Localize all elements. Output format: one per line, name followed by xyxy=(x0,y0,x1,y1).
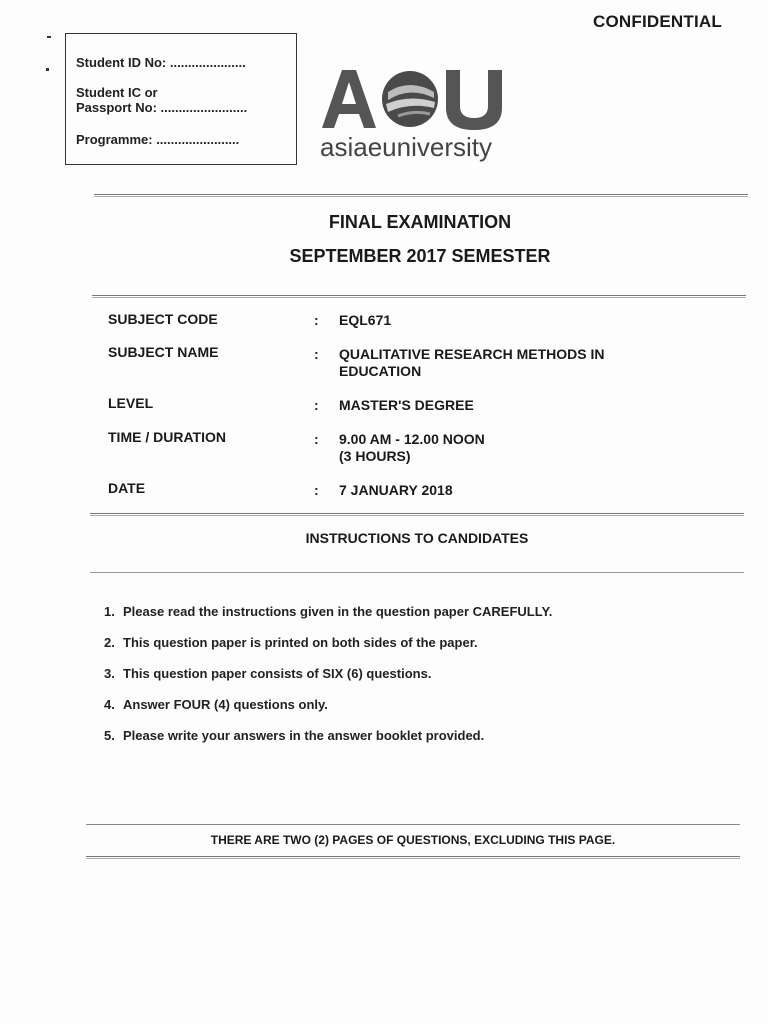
instruction-number: 4. xyxy=(104,697,115,712)
divider xyxy=(90,572,744,573)
instruction-number: 5. xyxy=(104,728,115,743)
level-value: MASTER'S DEGREE xyxy=(339,397,474,413)
student-id-box xyxy=(65,33,297,165)
divider xyxy=(90,513,744,516)
date-value: 7 JANUARY 2018 xyxy=(339,482,453,498)
instruction-item xyxy=(104,666,431,681)
instruction-text: Please write your answers in the answer booklet provided. xyxy=(123,728,485,743)
divider xyxy=(86,856,740,859)
instruction-text: This question paper is printed on both sides of the paper. xyxy=(123,635,478,650)
divider xyxy=(92,295,746,298)
divider xyxy=(94,194,748,197)
subject-name-value-line2: EDUCATION xyxy=(339,363,422,379)
instruction-item xyxy=(104,604,552,619)
time-duration-value-line2: (3 HOURS) xyxy=(339,448,411,464)
level-colon: : xyxy=(314,397,319,413)
time-duration-value-line1: 9.00 AM - 12.00 NOON xyxy=(339,431,485,447)
instruction-text: Answer FOUR (4) questions only. xyxy=(123,697,328,712)
instruction-number: 3. xyxy=(104,666,115,681)
time-duration-colon: : xyxy=(314,431,319,447)
programme-field: Programme: ....................... xyxy=(76,132,240,147)
time-duration-label: TIME / DURATION xyxy=(108,429,226,445)
instruction-number: 1. xyxy=(104,604,115,619)
confidential-label: CONFIDENTIAL xyxy=(593,12,722,31)
instructions-heading: INSTRUCTIONS TO CANDIDATES xyxy=(305,530,529,546)
subject-name-label: SUBJECT NAME xyxy=(108,344,219,360)
instruction-text: Please read the instructions given in the question paper CAREFULLY. xyxy=(123,604,553,619)
subject-code-value: EQL671 xyxy=(339,312,392,328)
instruction-item xyxy=(104,635,478,650)
exam-semester: SEPTEMBER 2017 SEMESTER xyxy=(289,246,551,266)
subject-name-colon: : xyxy=(314,346,319,362)
subject-code-colon: : xyxy=(314,312,319,328)
student-id-field: Student ID No: ..................... xyxy=(76,55,246,70)
instruction-item xyxy=(104,728,484,743)
level-label: LEVEL xyxy=(108,395,154,411)
date-label: DATE xyxy=(108,480,146,496)
passport-field: Passport No: ........................ xyxy=(76,100,248,115)
university-logo xyxy=(318,64,518,164)
instruction-item xyxy=(104,697,328,712)
subject-name-value-line1: QUALITATIVE RESEARCH METHODS IN xyxy=(339,346,605,362)
pages-note: THERE ARE TWO (2) PAGES OF QUESTIONS, EXCLUDING THIS PAGE. xyxy=(210,833,616,847)
divider xyxy=(86,824,740,825)
student-ic-label: Student IC or xyxy=(76,85,158,100)
subject-code-label: SUBJECT CODE xyxy=(108,311,218,327)
margin-mark xyxy=(47,36,51,38)
instruction-text: This question paper consists of SIX (6) questions. xyxy=(123,666,432,681)
margin-mark xyxy=(46,68,49,71)
date-colon: : xyxy=(314,482,319,498)
exam-title: FINAL EXAMINATION xyxy=(328,212,512,232)
logo-wordmark: asiaeuniversity xyxy=(320,132,492,162)
instruction-number: 2. xyxy=(104,635,115,650)
